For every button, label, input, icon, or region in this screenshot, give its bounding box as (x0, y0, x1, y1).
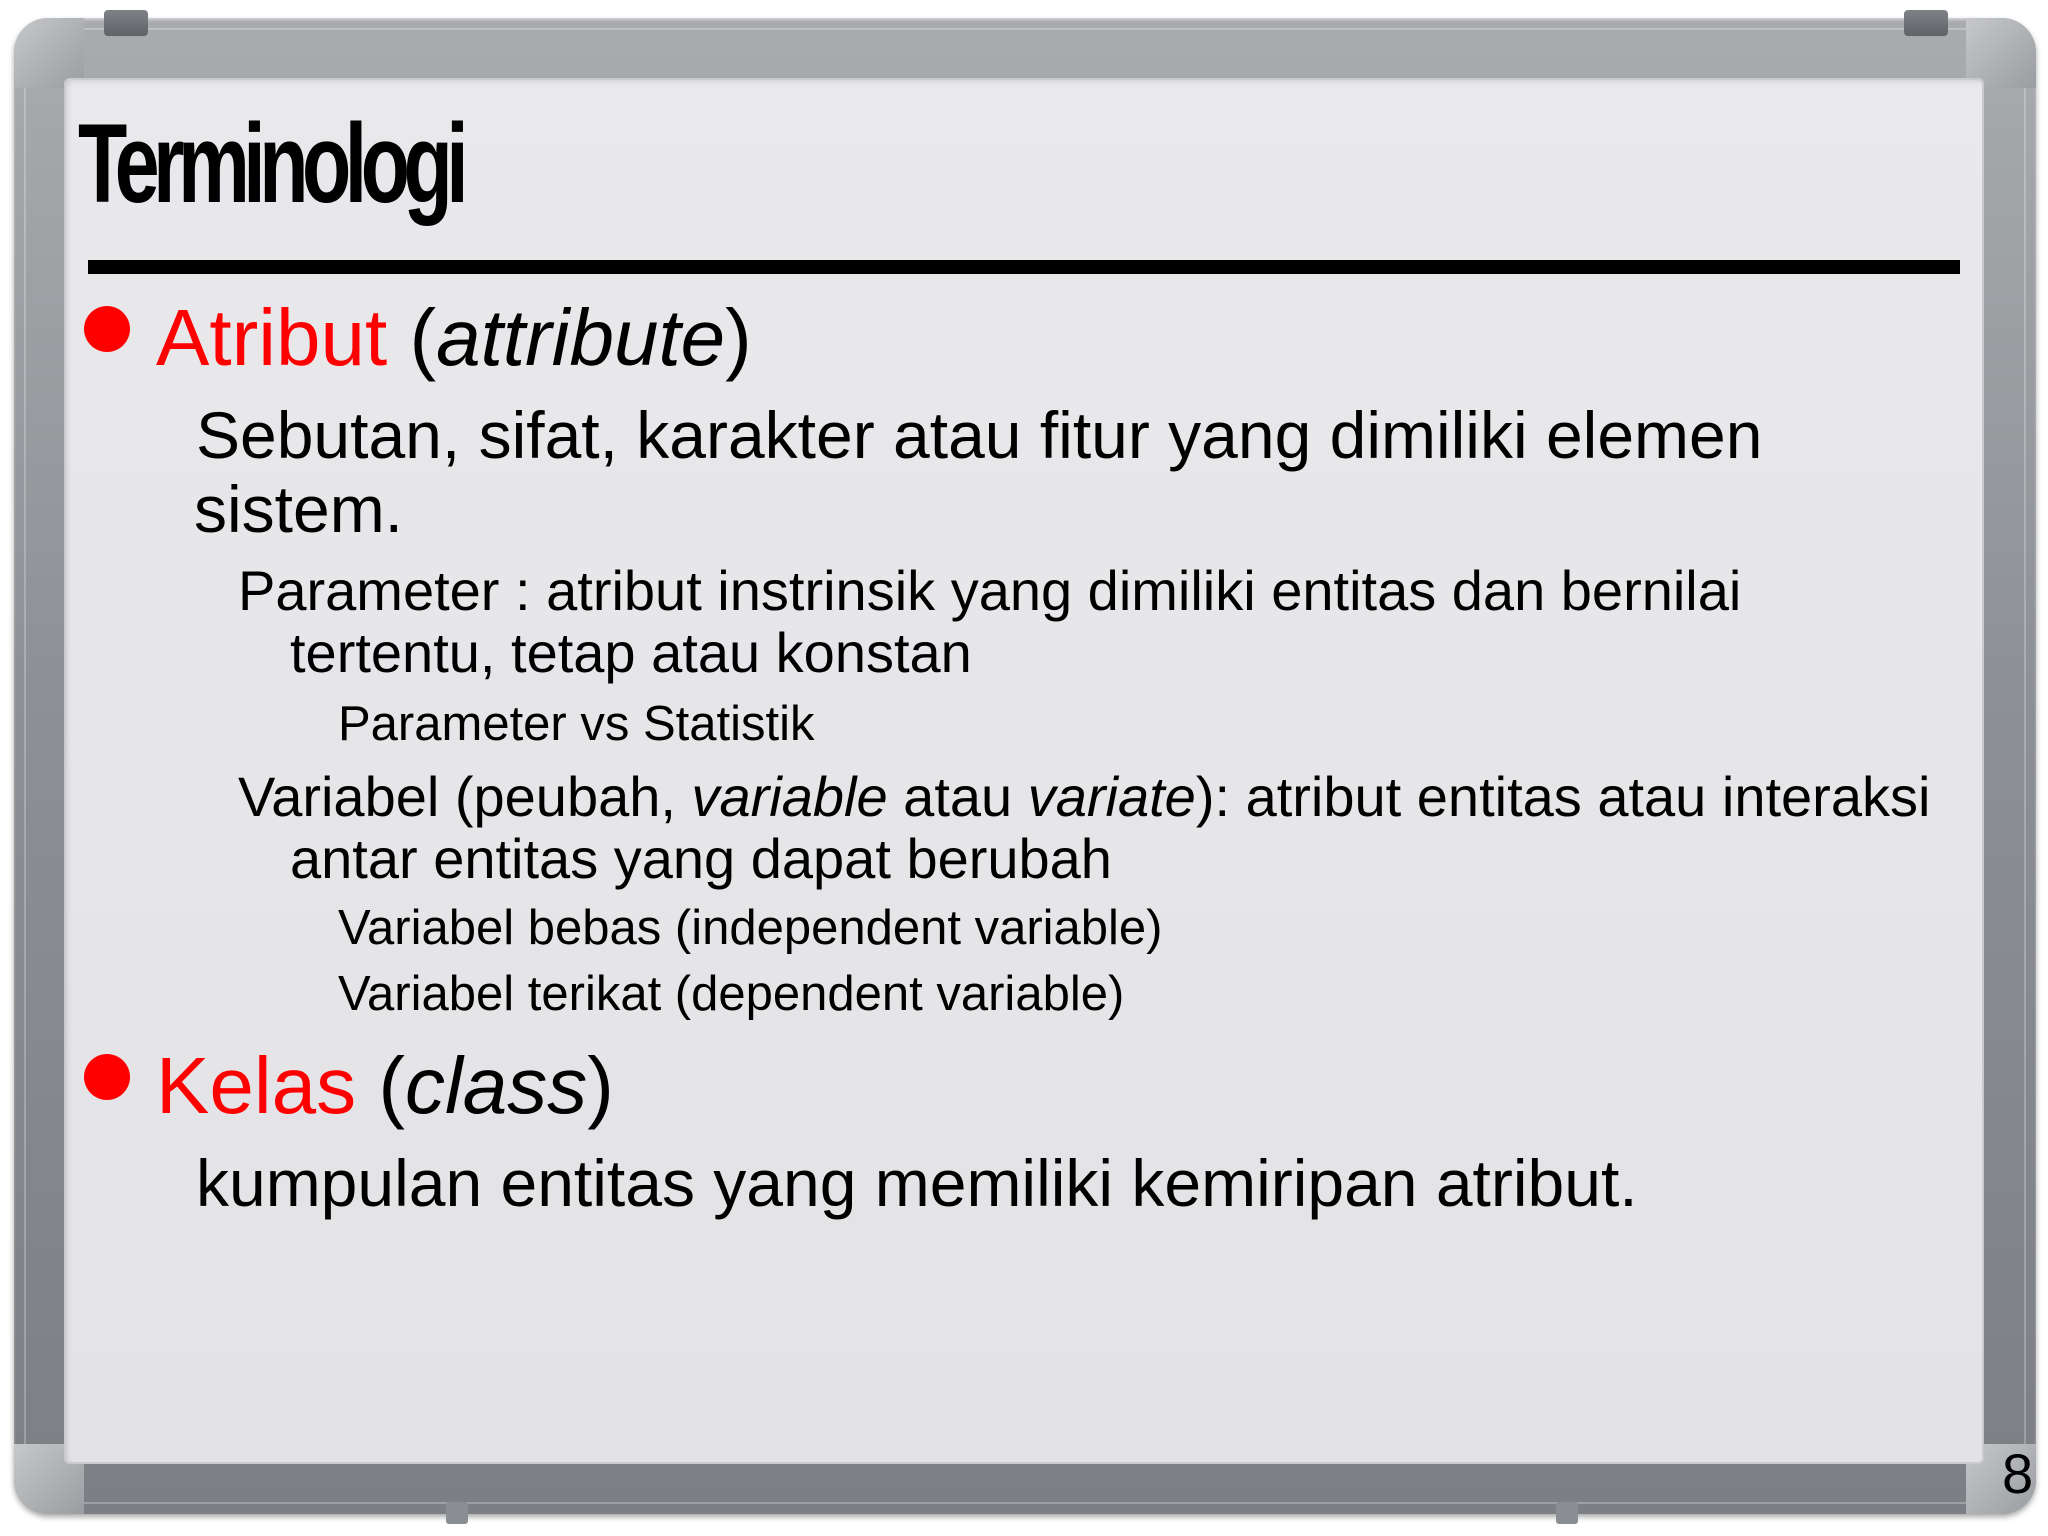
parameter-line1: Parameter : atribut instrinsik yang dimiliki entitas dan bernilai (238, 559, 1742, 622)
term-atribut: Atribut (156, 293, 388, 382)
variabel-line2: antar entitas yang dapat berubah (290, 827, 1112, 890)
term-kelas-english: class (405, 1041, 588, 1130)
frame-tray-notch-right (1556, 1502, 1578, 1524)
variabel-line1 (238, 765, 1930, 828)
variabel-italic-variable: variable (691, 765, 888, 828)
atribut-definition-line1: Sebutan, sifat, karakter atau fitur yang dimiliki elemen (196, 398, 1763, 472)
heading-atribut-close-paren: ) (725, 293, 752, 382)
heading-atribut-open-paren: ( (387, 293, 437, 382)
title-underline (88, 260, 1960, 274)
variabel-part1: Variabel (peubah, (238, 765, 692, 828)
heading-kelas-close-paren: ) (587, 1041, 614, 1130)
variabel-item (238, 766, 1930, 890)
kelas-definition: kumpulan entitas yang memiliki kemiripan atribut. (196, 1146, 1638, 1220)
heading-atribut (156, 293, 752, 382)
frame-tray-notch-left (446, 1502, 468, 1524)
bullet-dot-kelas (84, 1054, 130, 1100)
atribut-definition (196, 398, 1762, 546)
parameter-item (238, 560, 1741, 684)
page-number: 8 (2002, 1442, 2034, 1505)
term-kelas: Kelas (156, 1041, 357, 1130)
variabel-terikat: Variabel terikat (dependent variable) (338, 967, 1125, 1021)
variabel-bebas: Variabel bebas (independent variable) (338, 901, 1163, 955)
heading-kelas (156, 1041, 614, 1130)
parameter-line2: tertentu, tetap atau konstan (290, 621, 972, 684)
atribut-definition-line2: sistem. (194, 472, 404, 546)
variabel-italic-variate: variate (1027, 765, 1196, 828)
heading-kelas-open-paren: ( (356, 1041, 405, 1130)
parameter-vs-statistik: Parameter vs Statistik (338, 697, 815, 751)
mounting-clip-right (1904, 10, 1948, 36)
slide-title: Terminologi (78, 101, 463, 226)
bullet-dot-atribut (84, 306, 130, 352)
term-atribut-english: attribute (436, 293, 726, 382)
variabel-part3: ): atribut entitas atau interaksi (1195, 765, 1931, 828)
mounting-clip-left (104, 10, 148, 36)
variabel-part2: atau (887, 765, 1028, 828)
